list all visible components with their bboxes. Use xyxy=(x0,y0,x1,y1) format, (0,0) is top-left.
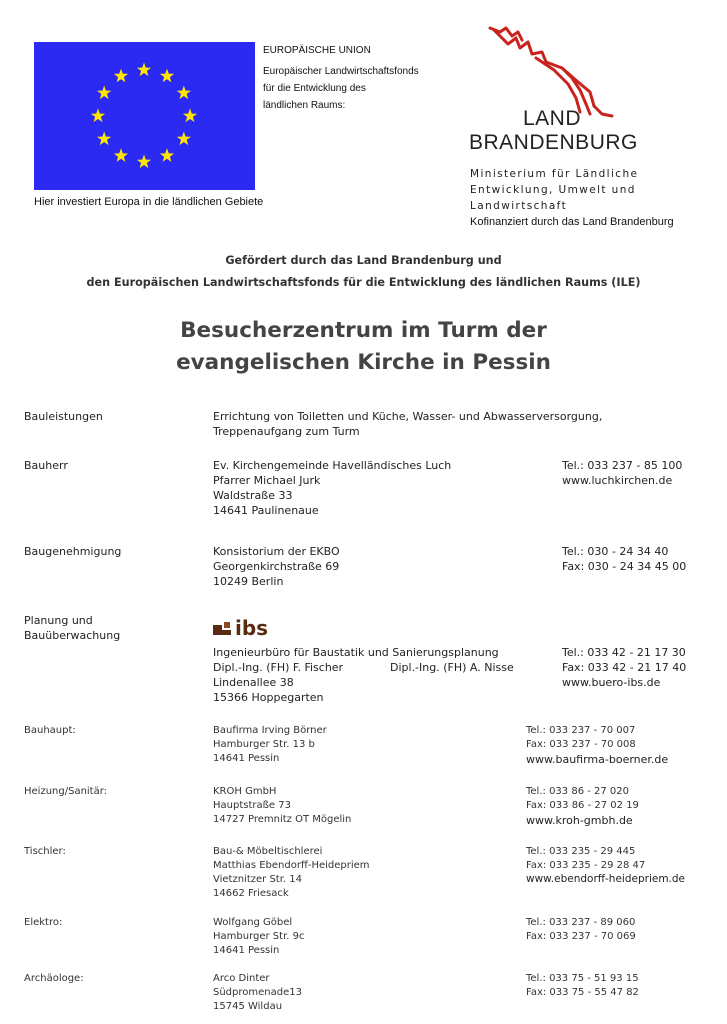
eu-title: EUROPÄISCHE UNION xyxy=(263,45,371,56)
eu-star-icon xyxy=(97,86,111,100)
eu-star-icon xyxy=(177,132,191,146)
bauhaupt-phone: Tel.: 033 237 - 70 007 xyxy=(526,725,636,736)
planung-fax: Fax: 033 42 - 21 17 40 xyxy=(562,661,687,674)
archaeologe-line-1: Arco Dinter xyxy=(213,973,270,984)
heizung-label: Heizung/Sanitär: xyxy=(24,786,108,797)
heizung-phone: Tel.: 033 86 - 27 020 xyxy=(526,786,630,797)
eu-fund-line-3: ländlichen Raums: xyxy=(263,100,346,111)
bauherr-line-1: Ev. Kirchengemeinde Havelländisches Luch xyxy=(213,459,452,472)
bauherr-website-link[interactable]: www.luchkirchen.de xyxy=(562,474,673,487)
planung-line-1: Ingenieurbüro für Baustatik und Sanierungsplanung xyxy=(213,646,499,659)
eu-fund-line-1: Europäischer Landwirtschaftsfonds xyxy=(263,66,419,77)
bauherr-label: Bauherr xyxy=(24,459,68,472)
elektro-fax: Fax: 033 237 - 70 069 xyxy=(526,931,636,942)
brandenburg-land: LAND xyxy=(522,107,582,130)
planung-website-link[interactable]: www.buero-ibs.de xyxy=(562,676,661,689)
archaeologe-line-3: 15745 Wildau xyxy=(213,1001,283,1012)
ministry-line-2: Entwicklung, Umwelt und xyxy=(470,184,636,196)
tischler-line-2: Matthias Ebendorff-Heidepriem xyxy=(213,860,370,871)
bauherr-line-2: Pfarrer Michael Jurk xyxy=(213,474,321,487)
eu-caption: Hier investiert Europa in die ländlichen Gebiete xyxy=(34,196,264,208)
eu-star-icon xyxy=(97,132,111,146)
eu-star-icon xyxy=(183,109,197,123)
kofinanziert-note: Kofinanziert durch das Land Brandenburg xyxy=(470,216,674,228)
ibs-logo-text: ibs xyxy=(235,616,269,640)
planung-line-3: Lindenallee 38 xyxy=(213,676,294,689)
bauherr-line-4: 14641 Paulinenaue xyxy=(213,504,319,517)
tischler-line-3: Vietznitzer Str. 14 xyxy=(213,874,302,885)
ibs-logo xyxy=(213,616,273,641)
bauhaupt-label: Bauhaupt: xyxy=(24,725,76,736)
bauhaupt-fax: Fax: 033 237 - 70 008 xyxy=(526,739,636,750)
bauleistungen-label: Bauleistungen xyxy=(24,410,103,423)
planung-label-1: Planung und xyxy=(24,614,93,627)
planung-phone: Tel.: 033 42 - 21 17 30 xyxy=(562,646,686,659)
bauhaupt-line-3: 14641 Pessin xyxy=(213,753,280,764)
elektro-line-3: 14641 Pessin xyxy=(213,945,280,956)
planung-line-2b: Dipl.-Ing. (FH) A. Nisse xyxy=(390,661,514,674)
baugenehmigung-line-3: 10249 Berlin xyxy=(213,575,284,588)
ministry-line-1: Ministerium für Ländliche xyxy=(470,168,639,180)
eu-stars-icon xyxy=(34,42,255,190)
elektro-phone: Tel.: 033 237 - 89 060 xyxy=(526,917,636,928)
baugenehmigung-line-1: Konsistorium der EKBO xyxy=(213,545,340,558)
eu-star-icon xyxy=(114,148,128,162)
heizung-line-1: KROH GmbH xyxy=(213,786,277,797)
heizung-line-3: 14727 Premnitz OT Mögelin xyxy=(213,814,352,825)
planung-line-4: 15366 Hoppegarten xyxy=(213,691,324,704)
bauleistungen-line-2: Treppenaufgang zum Turm xyxy=(213,425,360,438)
elektro-line-1: Wolfgang Göbel xyxy=(213,917,293,928)
funding-line-1: Gefördert durch das Land Brandenburg und xyxy=(225,254,502,267)
bauhaupt-line-1: Baufirma Irving Börner xyxy=(213,725,327,736)
bauherr-line-3: Waldstraße 33 xyxy=(213,489,293,502)
archaeologe-line-2: Südpromenade13 xyxy=(213,987,302,998)
archaeologe-fax: Fax: 033 75 - 55 47 82 xyxy=(526,987,639,998)
eu-star-icon xyxy=(160,148,174,162)
archaeologe-label: Archäologe: xyxy=(24,973,84,984)
brandenburg-name: BRANDENBURG xyxy=(469,131,638,154)
tischler-line-1: Bau-& Möbeltischlerei xyxy=(213,846,323,857)
baugenehmigung-line-2: Georgenkirchstraße 69 xyxy=(213,560,340,573)
eu-fund-line-2: für die Entwicklung des xyxy=(263,83,366,94)
eu-star-icon xyxy=(177,86,191,100)
heizung-website-link[interactable]: www.kroh-gmbh.de xyxy=(526,814,633,827)
eu-star-icon xyxy=(160,69,174,83)
bauhaupt-line-2: Hamburger Str. 13 b xyxy=(213,739,315,750)
tischler-website-link[interactable]: www.ebendorff-heidepriem.de xyxy=(526,873,686,885)
tischler-phone: Tel.: 033 235 - 29 445 xyxy=(526,846,636,857)
planung-label-2: Bauüberwachung xyxy=(24,629,121,642)
baugenehmigung-phone: Tel.: 030 - 24 34 40 xyxy=(562,545,669,558)
planung-line-2a: Dipl.-Ing. (FH) F. Fischer xyxy=(213,661,344,674)
tischler-label: Tischler: xyxy=(24,846,66,857)
eu-star-icon xyxy=(137,155,151,169)
elektro-line-2: Hamburger Str. 9c xyxy=(213,931,305,942)
bauhaupt-website-link[interactable]: www.baufirma-boerner.de xyxy=(526,753,669,766)
bauleistungen-line-1: Errichtung von Toiletten und Küche, Wasser- und Abwasserversorgung, xyxy=(213,410,603,423)
heizung-line-2: Hauptstraße 73 xyxy=(213,800,291,811)
eu-star-icon xyxy=(114,69,128,83)
heizung-fax: Fax: 033 86 - 27 02 19 xyxy=(526,800,639,811)
page-title-line-1: Besucherzentrum im Turm der xyxy=(180,318,547,343)
tischler-fax: Fax: 033 235 - 29 28 47 xyxy=(526,860,646,871)
eu-flag xyxy=(34,42,255,190)
page-title-line-2: evangelischen Kirche in Pessin xyxy=(176,350,551,375)
eu-star-icon xyxy=(137,63,151,77)
ministry-line-3: Landwirtschaft xyxy=(470,200,568,212)
baugenehmigung-fax: Fax: 030 - 24 34 45 00 xyxy=(562,560,687,573)
archaeologe-phone: Tel.: 033 75 - 51 93 15 xyxy=(526,973,639,984)
bauherr-phone: Tel.: 033 237 - 85 100 xyxy=(562,459,683,472)
tischler-line-4: 14662 Friesack xyxy=(213,888,289,899)
eu-star-icon xyxy=(91,109,105,123)
funding-line-2: den Europäischen Landwirtschaftsfonds für die Entwicklung des ländlichen Raums (ILE) xyxy=(86,276,641,289)
baugenehmigung-label: Baugenehmigung xyxy=(24,545,122,558)
elektro-label: Elektro: xyxy=(24,917,63,928)
